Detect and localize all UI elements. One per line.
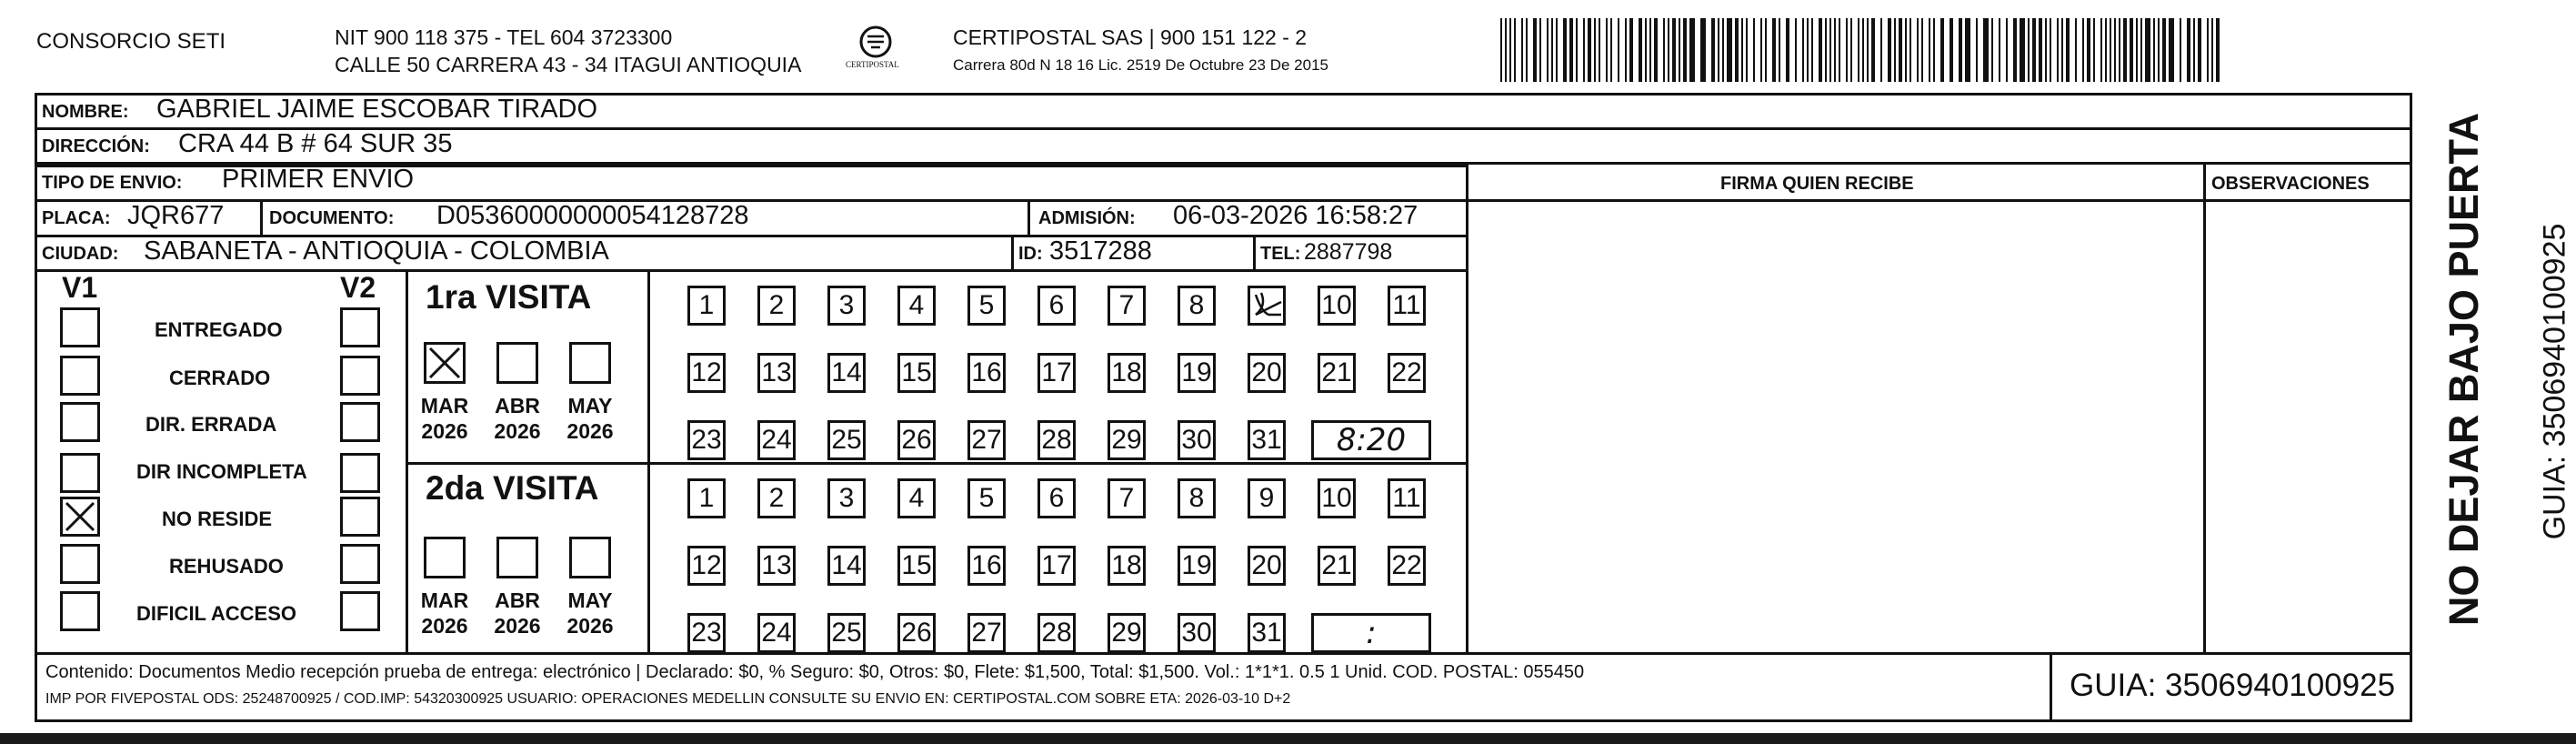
day-box[interactable] <box>1108 546 1146 586</box>
day-box[interactable] <box>687 546 726 586</box>
day-number: 17 <box>1041 550 1072 580</box>
day-box[interactable] <box>897 478 936 518</box>
day-number: 18 <box>1111 357 1142 387</box>
time-box[interactable] <box>1311 613 1431 653</box>
side-text <box>2419 91 2572 637</box>
month-name: MAY <box>567 394 613 417</box>
carrier-license: Carrera 80d N 18 16 Lic. 2519 De Octubre 23 De 2015 <box>953 56 1328 74</box>
day-box[interactable] <box>827 420 866 460</box>
reason-label: NO RESIDE <box>162 508 273 530</box>
day-number: 9 <box>1258 483 1275 513</box>
day-box[interactable] <box>1248 478 1286 518</box>
day-number: 20 <box>1251 550 1282 580</box>
month-name: MAY <box>567 588 613 612</box>
v1-checkbox[interactable] <box>60 402 100 442</box>
day-box[interactable] <box>827 286 866 326</box>
day-box[interactable] <box>1108 420 1146 460</box>
certipostal-logo <box>844 24 907 78</box>
month-year: 2026 <box>566 614 614 638</box>
day-number: 24 <box>761 618 792 648</box>
day-box[interactable] <box>687 613 726 653</box>
placa-label: PLACA: <box>42 208 111 228</box>
day-box[interactable] <box>1178 478 1216 518</box>
day-box[interactable] <box>687 353 726 393</box>
observaciones-header: OBSERVACIONES <box>2211 174 2370 194</box>
v2-checkbox[interactable] <box>340 497 380 537</box>
day-number: 23 <box>691 618 722 648</box>
day-number: 7 <box>1118 483 1135 513</box>
month-label <box>413 588 476 638</box>
day-number: 26 <box>901 425 932 455</box>
month-year: 2026 <box>421 419 468 443</box>
day-number: 10 <box>1321 290 1352 320</box>
day-box[interactable] <box>1037 353 1076 393</box>
v1-checkbox[interactable] <box>60 453 100 493</box>
day-box[interactable] <box>967 353 1006 393</box>
v2-checkbox[interactable] <box>340 544 380 584</box>
day-number: 28 <box>1041 425 1072 455</box>
month-label <box>486 588 549 638</box>
day-number: 14 <box>831 357 862 387</box>
day-number: 12 <box>691 357 722 387</box>
imp-text: IMP POR FIVEPOSTAL ODS: 25248700925 / COD.IMP: 54320300925 USUARIO: OPERACIONES MEDELLIN CONSULTE SU ENVIO EN: CERTIPOSTAL.COM SOBRE ETA: 2026-03-10 D+2 <box>45 691 1291 707</box>
crossed-day-mark <box>1250 287 1283 324</box>
month-checkbox[interactable] <box>569 342 611 384</box>
month-name: MAR <box>420 588 469 612</box>
day-box[interactable] <box>897 286 936 326</box>
day-box[interactable] <box>757 286 796 326</box>
day-number: 19 <box>1181 550 1212 580</box>
v1-checkbox[interactable] <box>60 307 100 347</box>
day-box[interactable] <box>967 286 1006 326</box>
day-box[interactable] <box>1178 613 1216 653</box>
day-number: 29 <box>1111 425 1142 455</box>
tel-value: 2887798 <box>1304 239 1393 265</box>
v2-checkbox[interactable] <box>340 356 380 396</box>
month-label <box>558 588 622 638</box>
month-year: 2026 <box>421 614 468 638</box>
v2-header: V2 <box>340 271 376 304</box>
tipo-envio-label: TIPO DE ENVIO: <box>42 173 183 193</box>
day-box[interactable] <box>1037 286 1076 326</box>
tipo-envio-value: PRIMER ENVIO <box>222 165 415 194</box>
day-number: 27 <box>971 618 1002 648</box>
day-number: 31 <box>1251 425 1282 455</box>
day-number: 5 <box>978 483 995 513</box>
day-box[interactable] <box>687 286 726 326</box>
day-number: 30 <box>1181 618 1212 648</box>
day-number: 31 <box>1251 618 1282 648</box>
day-number: 10 <box>1321 483 1352 513</box>
day-number: 24 <box>761 425 792 455</box>
nombre-label: NOMBRE: <box>42 102 129 122</box>
day-box[interactable] <box>897 353 936 393</box>
day-number: 26 <box>901 618 932 648</box>
day-box[interactable] <box>1248 613 1286 653</box>
month-name: ABR <box>495 394 540 417</box>
day-number: 19 <box>1181 357 1212 387</box>
day-box[interactable] <box>827 353 866 393</box>
day-number: 6 <box>1048 290 1065 320</box>
day-number: 20 <box>1251 357 1282 387</box>
day-box[interactable] <box>827 613 866 653</box>
month-year: 2026 <box>494 614 541 638</box>
day-box[interactable] <box>1318 286 1356 326</box>
day-box[interactable] <box>1248 546 1286 586</box>
placa-value: JQR677 <box>127 201 225 230</box>
day-number: 8 <box>1188 483 1205 513</box>
v1-checkbox[interactable] <box>60 356 100 396</box>
day-number: 2 <box>768 290 785 320</box>
month-checkbox[interactable] <box>496 537 538 578</box>
day-number: 3 <box>838 290 855 320</box>
reason-label: DIFICIL ACCESO <box>136 602 297 625</box>
side-guia: GUIA: 3506940100925 <box>2537 223 2572 540</box>
day-number: 17 <box>1041 357 1072 387</box>
day-box[interactable] <box>1108 286 1146 326</box>
reason-label: DIR. ERRADA <box>145 413 277 436</box>
documento-value: D05360000000054128728 <box>436 201 749 230</box>
contenido-text: Contenido: Documentos Medio recepción prueba de entrega: electrónico | Declarado: $0, % Seguro: $0, Otros: $0, Flete: $1,500, Total: $1,500. Vol.: 1*1*1. 0.5 1 Unid. COD. POSTAL: 055450 <box>45 662 1585 682</box>
day-number: 25 <box>831 618 862 648</box>
direccion-value: CRA 44 B # 64 SUR 35 <box>178 129 453 158</box>
month-checkbox[interactable] <box>496 342 538 384</box>
day-number: 4 <box>908 483 925 513</box>
day-box[interactable] <box>967 613 1006 653</box>
ciudad-value: SABANETA - ANTIOQUIA - COLOMBIA <box>144 236 609 266</box>
visit1-title: 1ra VISITA <box>426 278 592 316</box>
day-number: 3 <box>838 483 855 513</box>
v1-checkbox[interactable] <box>60 497 100 537</box>
day-number: 28 <box>1041 618 1072 648</box>
day-box[interactable] <box>757 613 796 653</box>
day-box[interactable] <box>1388 286 1426 326</box>
month-year: 2026 <box>494 419 541 443</box>
day-box[interactable] <box>1318 353 1356 393</box>
v2-checkbox[interactable] <box>340 402 380 442</box>
guia-box: GUIA: 3506940100925 <box>2070 668 2396 703</box>
nombre-value: GABRIEL JAIME ESCOBAR TIRADO <box>156 95 598 124</box>
day-number: 7 <box>1118 290 1135 320</box>
day-number: 23 <box>691 425 722 455</box>
month-checkbox[interactable] <box>569 537 611 578</box>
barcode-image <box>1500 18 2230 84</box>
v2-checkbox[interactable] <box>340 307 380 347</box>
v2-checkbox[interactable] <box>340 453 380 493</box>
day-box[interactable] <box>1248 353 1286 393</box>
day-box[interactable] <box>1108 613 1146 653</box>
day-number: 11 <box>1392 290 1421 320</box>
day-number: 12 <box>691 550 722 580</box>
day-number: 29 <box>1111 618 1142 648</box>
day-box[interactable] <box>1388 478 1426 518</box>
day-number: 30 <box>1181 425 1212 455</box>
day-number: 1 <box>698 290 715 320</box>
day-box[interactable] <box>757 478 796 518</box>
day-box[interactable] <box>1248 420 1286 460</box>
day-number: 21 <box>1321 357 1352 387</box>
day-number: 27 <box>971 425 1002 455</box>
day-number: 13 <box>761 550 792 580</box>
time-box[interactable] <box>1311 420 1431 460</box>
v2-checkbox[interactable] <box>340 591 380 631</box>
day-box[interactable] <box>757 420 796 460</box>
day-number: 2 <box>768 483 785 513</box>
day-number: 22 <box>1391 550 1422 580</box>
ciudad-label: CIUDAD: <box>42 244 119 264</box>
day-box[interactable] <box>1388 353 1426 393</box>
day-box[interactable] <box>1318 546 1356 586</box>
day-box[interactable] <box>757 353 796 393</box>
day-box[interactable] <box>687 420 726 460</box>
day-box[interactable] <box>967 478 1006 518</box>
month-label <box>413 393 476 444</box>
id-value: 3517288 <box>1049 236 1152 266</box>
day-box[interactable] <box>827 478 866 518</box>
no-dejar-warning: NO DEJAR BAJO PUERTA <box>2441 112 2487 627</box>
reason-label: REHUSADO <box>169 555 284 578</box>
month-year: 2026 <box>566 419 614 443</box>
day-box[interactable] <box>1037 546 1076 586</box>
day-number: 6 <box>1048 483 1065 513</box>
day-box[interactable] <box>967 546 1006 586</box>
reason-label: CERRADO <box>169 367 271 389</box>
v1-header: V1 <box>62 271 98 304</box>
day-number: 4 <box>908 290 925 320</box>
day-box[interactable] <box>757 546 796 586</box>
day-number: 15 <box>901 550 932 580</box>
day-number: 11 <box>1392 483 1421 513</box>
reason-label: DIR INCOMPLETA <box>136 460 307 483</box>
company-name: CONSORCIO SETI <box>36 29 226 54</box>
day-box[interactable] <box>897 546 936 586</box>
day-number: 5 <box>978 290 995 320</box>
day-box[interactable] <box>1108 353 1146 393</box>
day-box[interactable] <box>897 613 936 653</box>
day-box[interactable] <box>1108 478 1146 518</box>
time-value: : <box>1366 615 1377 651</box>
day-box[interactable] <box>897 420 936 460</box>
scan-edge <box>0 733 2576 744</box>
day-number: 18 <box>1111 550 1142 580</box>
documento-label: DOCUMENTO: <box>269 208 395 228</box>
v1-checkbox[interactable] <box>60 591 100 631</box>
day-box[interactable] <box>1037 478 1076 518</box>
month-label <box>558 393 622 444</box>
day-number: 22 <box>1391 357 1422 387</box>
day-box[interactable] <box>1037 420 1076 460</box>
day-box[interactable] <box>1318 478 1356 518</box>
day-number: 15 <box>901 357 932 387</box>
day-number: 16 <box>971 550 1002 580</box>
day-box[interactable] <box>1178 353 1216 393</box>
admision-label: ADMISIÓN: <box>1038 208 1136 228</box>
month-label <box>486 393 549 444</box>
carrier-info: CERTIPOSTAL SAS | 900 151 122 - 2 <box>953 25 1308 49</box>
day-box[interactable] <box>1178 546 1216 586</box>
day-box[interactable] <box>827 546 866 586</box>
v1-checkbox[interactable] <box>60 544 100 584</box>
direccion-label: DIRECCIÓN: <box>42 136 150 156</box>
id-label: ID: <box>1018 244 1043 264</box>
day-box[interactable] <box>687 478 726 518</box>
month-checkbox[interactable] <box>424 342 466 384</box>
day-number: 1 <box>698 483 715 513</box>
day-box[interactable] <box>1037 613 1076 653</box>
month-name: MAR <box>420 394 469 417</box>
reason-label: ENTREGADO <box>155 318 283 341</box>
day-box[interactable] <box>1178 286 1216 326</box>
visit2-title: 2da VISITA <box>426 469 599 507</box>
day-number: 25 <box>831 425 862 455</box>
company-address: CALLE 50 CARRERA 43 - 34 ITAGUI ANTIOQUIA <box>335 53 802 76</box>
day-number: 21 <box>1321 550 1352 580</box>
firma-header: FIRMA QUIEN RECIBE <box>1720 174 1914 194</box>
company-nit: NIT 900 118 375 - TEL 604 3723300 <box>335 25 673 49</box>
day-number: 13 <box>761 357 792 387</box>
month-name: ABR <box>495 588 540 612</box>
day-box[interactable] <box>1248 286 1286 326</box>
day-box[interactable] <box>967 420 1006 460</box>
tel-label: TEL: <box>1260 244 1301 264</box>
time-value: 8:20 <box>1336 422 1407 458</box>
month-checkbox[interactable] <box>424 537 466 578</box>
day-box[interactable] <box>1178 420 1216 460</box>
logo-text: CERTIPOSTAL <box>846 60 899 69</box>
day-box[interactable] <box>1388 546 1426 586</box>
admision-value: 06-03-2026 16:58:27 <box>1173 201 1418 230</box>
day-number: 14 <box>831 550 862 580</box>
day-number: 8 <box>1188 290 1205 320</box>
day-number: 16 <box>971 357 1002 387</box>
